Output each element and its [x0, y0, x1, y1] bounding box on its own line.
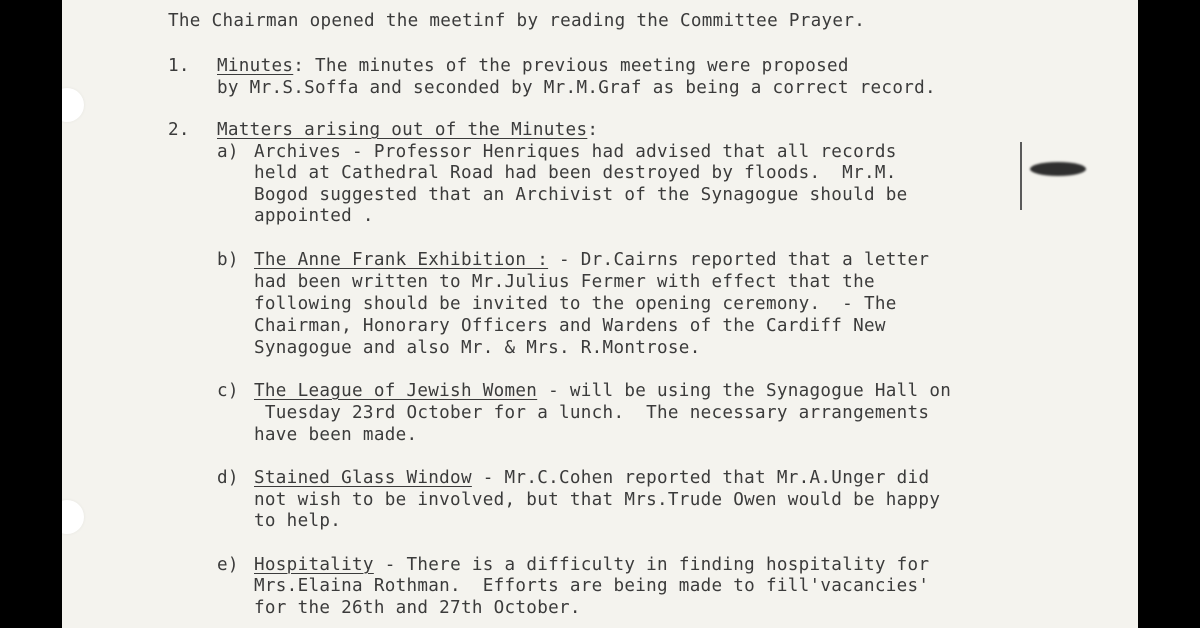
sub-d-title: Stained Glass Window [254, 468, 472, 488]
sub-a-line-3: Bogod suggested that an Archivist of the Synagogue should be [254, 185, 908, 205]
sub-d-text: - Mr.C.Cohen reported that Mr.A.Unger did [471, 468, 930, 488]
sub-d-label: d) [217, 468, 239, 488]
sub-a-line-2: held at Cathedral Road had been destroyed by floods. Mr.M. [254, 163, 897, 183]
sub-c-line-1 [254, 380, 951, 402]
document-page [62, 0, 1138, 628]
sub-b-line-1 [254, 249, 929, 271]
item-2-number: 2. [168, 120, 190, 140]
sub-a-line-4: appointed . [254, 206, 374, 226]
minutes-text [62, 0, 1138, 628]
item-1-line-2: by Mr.S.Soffa and seconded by Mr.M.Graf as being a correct record. [217, 78, 936, 98]
intro-line: The Chairman opened the meetinf by reading the Committee Prayer. [168, 11, 866, 31]
sub-c-line-3: have been made. [254, 425, 418, 445]
sub-b-line-3: following should be invited to the opening ceremony. - The [254, 294, 897, 314]
item-2-heading: Matters arising out of the Minutes [217, 120, 588, 140]
sub-e-text: - There is a difficulty in finding hospitality for [373, 555, 930, 575]
sub-d-line-1 [254, 467, 929, 489]
sub-c-label: c) [217, 381, 239, 401]
sub-e-title: Hospitality [254, 555, 374, 575]
sub-b-line-2: had been written to Mr.Julius Fermer with effect that the [254, 272, 875, 292]
item-1-heading: Minutes [217, 56, 294, 76]
sub-d-line-3: to help. [254, 511, 342, 531]
sub-a-line-1: Archives - Professor Henriques had advised that all records [254, 142, 897, 162]
sub-e-line-1 [254, 554, 929, 576]
sub-b-title: The Anne Frank Exhibition : [254, 250, 549, 270]
sub-c-title: The League of Jewish Women [254, 381, 538, 401]
sub-c-text: - will be using the Synagogue Hall on [537, 381, 952, 401]
item-1-text: : The minutes of the previous meeting were proposed [293, 56, 849, 76]
sub-d-line-2: not wish to be involved, but that Mrs.Trude Owen would be happy [254, 490, 941, 510]
item-2-heading-line [217, 119, 598, 141]
sub-e-label: e) [217, 555, 239, 575]
sub-e-line-2: Mrs.Elaina Rothman. Efforts are being made to fill'vacancies' [254, 576, 930, 596]
sub-b-line-4: Chairman, Honorary Officers and Wardens of the Cardiff New [254, 316, 886, 336]
sub-b-text: - Dr.Cairns reported that a letter [548, 250, 930, 270]
sub-e-line-3: for the 26th and 27th October. [254, 598, 581, 618]
item-1-line-1 [217, 55, 849, 77]
item-1-number: 1. [168, 56, 190, 76]
sub-b-label: b) [217, 250, 239, 270]
item-2-heading-tail: : [587, 120, 599, 140]
sub-b-line-5: Synagogue and also Mr. & Mrs. R.Montrose. [254, 338, 701, 358]
sub-c-line-2: Tuesday 23rd October for a lunch. The necessary arrangements [254, 403, 930, 423]
sub-a-label: a) [217, 142, 239, 162]
